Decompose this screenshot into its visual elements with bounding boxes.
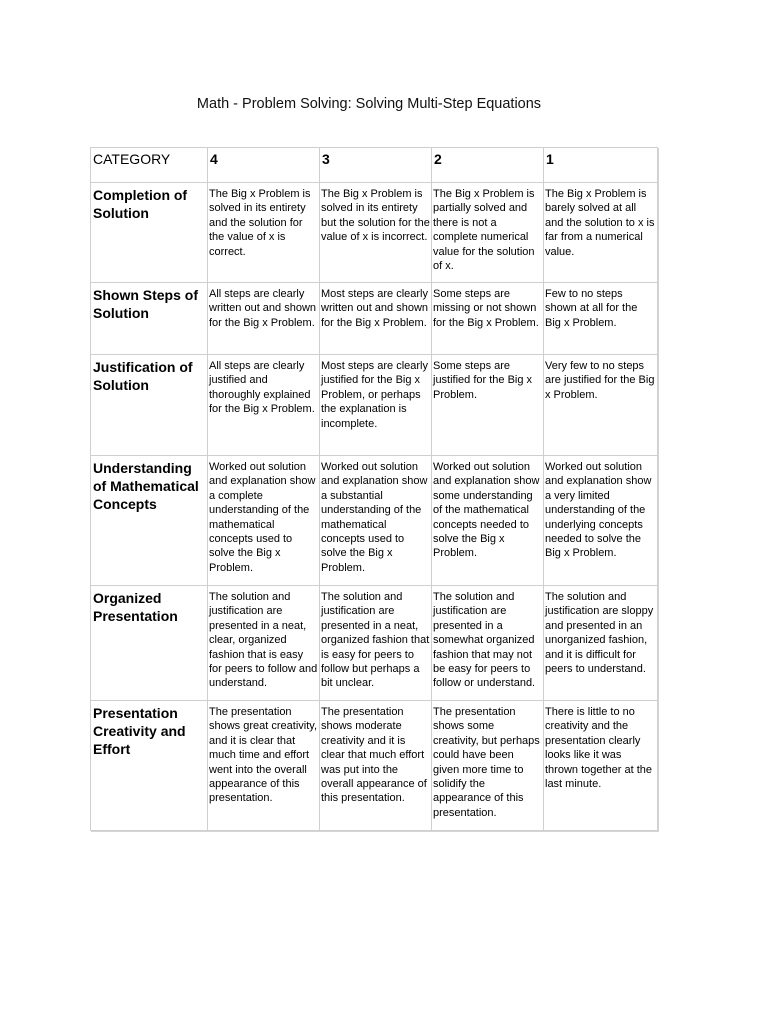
rubric-cell: Worked out solution and explanation show a very limited understanding of the underlying concepts needed to solve the Big x Problem. bbox=[544, 456, 658, 586]
score-header-2: 2 bbox=[432, 148, 544, 183]
page-title: Math - Problem Solving: Solving Multi-Step Equations bbox=[196, 96, 542, 112]
row-category-label: Presentation Creativity and Effort bbox=[91, 701, 208, 831]
row-category-label: Completion of Solution bbox=[91, 183, 208, 283]
table-row bbox=[91, 456, 658, 586]
table-row bbox=[91, 701, 658, 831]
rubric-cell: Worked out solution and explanation show a complete understanding of the mathematical concepts used to solve the Big x Problem. bbox=[208, 456, 320, 586]
rubric-cell: Most steps are clearly justified for the Big x Problem, or perhaps the explanation is incomplete. bbox=[320, 355, 432, 456]
rubric-cell: The Big x Problem is solved in its entirety but the solution for the value of x is incorrect. bbox=[320, 183, 432, 283]
rubric-cell: The solution and justification are presented in a somewhat organized fashion that may not be easy for peers to follow or understand. bbox=[432, 586, 544, 701]
table-row bbox=[91, 586, 658, 701]
rubric-cell: The solution and justification are presented in a neat, organized fashion that is easy for peers to follow but perhaps a bit unclear. bbox=[320, 586, 432, 701]
rubric-cell: There is little to no creativity and the presentation clearly looks like it was thrown together at the last minute. bbox=[544, 701, 658, 831]
rubric-cell: The presentation shows moderate creativity and it is clear that much effort was put into the overall appearance of this presentation. bbox=[320, 701, 432, 831]
score-header-3: 3 bbox=[320, 148, 432, 183]
table-row bbox=[91, 355, 658, 456]
table-row bbox=[91, 183, 658, 283]
rubric-cell: Very few to no steps are justified for the Big x Problem. bbox=[544, 355, 658, 456]
rubric-cell: Few to no steps shown at all for the Big x Problem. bbox=[544, 283, 658, 355]
row-category-label: Organized Presentation bbox=[91, 586, 208, 701]
rubric-cell: Worked out solution and explanation show a substantial understanding of the mathematical concepts used to solve the Big x Problem. bbox=[320, 456, 432, 586]
rubric-cell: The Big x Problem is solved in its entirety and the solution for the value of x is correct. bbox=[208, 183, 320, 283]
rubric-cell: The solution and justification are presented in a neat, clear, organized fashion that is easy for peers to follow and understand. bbox=[208, 586, 320, 701]
rubric-table bbox=[90, 147, 658, 831]
rubric-cell: The presentation shows some creativity, but perhaps could have been given more time to solidify the appearance of this presentation. bbox=[432, 701, 544, 831]
table-row bbox=[91, 283, 658, 355]
category-header: CATEGORY bbox=[91, 148, 208, 183]
rubric-cell: All steps are clearly justified and thoroughly explained for the Big x Problem. bbox=[208, 355, 320, 456]
score-header-1: 1 bbox=[544, 148, 658, 183]
rubric-cell: The solution and justification are sloppy and presented in an unorganized fashion, and it is difficult for peers to understand. bbox=[544, 586, 658, 701]
header-row bbox=[91, 148, 658, 183]
rubric-cell: The Big x Problem is barely solved at all and the solution to x is far from a numerical value. bbox=[544, 183, 658, 283]
rubric-cell: The Big x Problem is partially solved and there is not a complete numerical value for the solution of x. bbox=[432, 183, 544, 283]
rubric-cell: The presentation shows great creativity, and it is clear that much time and effort went into the overall appearance of this presentation. bbox=[208, 701, 320, 831]
row-category-label: Justification of Solution bbox=[91, 355, 208, 456]
row-category-label: Shown Steps of Solution bbox=[91, 283, 208, 355]
rubric-cell: Some steps are missing or not shown for the Big x Problem. bbox=[432, 283, 544, 355]
score-header-4: 4 bbox=[208, 148, 320, 183]
rubric-cell: Worked out solution and explanation show some understanding of the mathematical concepts needed to solve the Big x Problem. bbox=[432, 456, 544, 586]
rubric-cell: All steps are clearly written out and shown for the Big x Problem. bbox=[208, 283, 320, 355]
rubric-cell: Most steps are clearly written out and shown for the Big x Problem. bbox=[320, 283, 432, 355]
row-category-label: Understanding of Mathematical Concepts bbox=[91, 456, 208, 586]
rubric-cell: Some steps are justified for the Big x Problem. bbox=[432, 355, 544, 456]
